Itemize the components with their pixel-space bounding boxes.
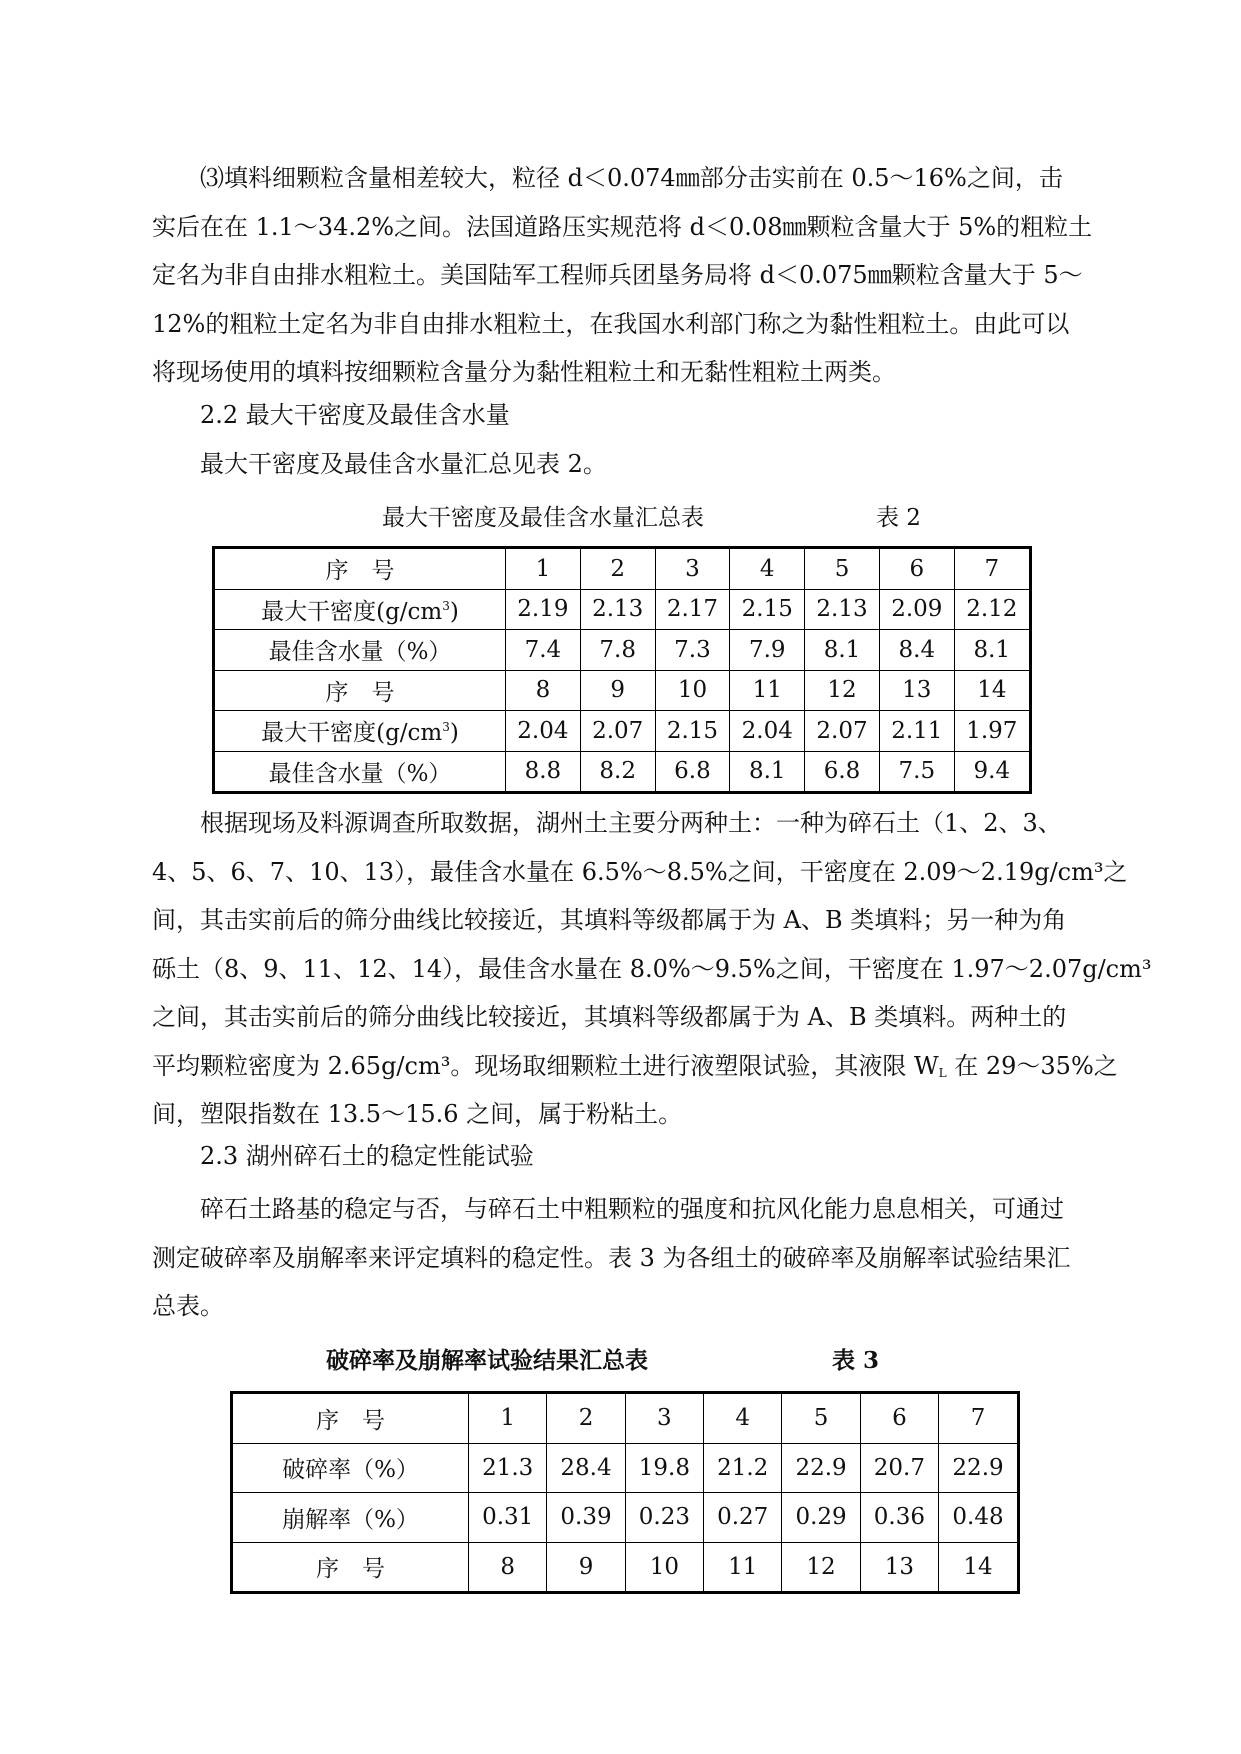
cell: 3 <box>655 548 730 590</box>
table-row <box>214 548 1031 590</box>
row-label-seq: 序 号 <box>232 1542 469 1593</box>
cell: 9 <box>580 670 655 711</box>
text-line: 间，塑限指数在 13.5～15.6 之间，属于粉粘土。 <box>152 1100 683 1128</box>
table-row <box>214 711 1031 752</box>
cell: 1 <box>469 1393 547 1444</box>
cell: 13 <box>860 1542 938 1593</box>
cell: 2.04 <box>730 711 805 752</box>
cell: 6.8 <box>655 751 730 793</box>
cell: 0.39 <box>547 1493 625 1543</box>
section-heading-2-2: 2.2 最大干密度及最佳含水量 <box>200 401 510 429</box>
text-line: 定名为非自由排水粗粒土。美国陆军工程师兵团垦务局将 d＜0.075㎜颗粒含量大于 5～ <box>152 261 1083 289</box>
cell: 8 <box>469 1542 547 1593</box>
cell: 1 <box>506 548 581 590</box>
text-line: 间，其击实前后的筛分曲线比较接近，其填料等级都属于为 A、B 类填料；另一种为角 <box>152 906 1067 934</box>
cell: 5 <box>782 1393 860 1444</box>
row-label-water: 最佳含水量（%） <box>214 630 506 671</box>
cell: 28.4 <box>547 1443 625 1493</box>
cell: 8.1 <box>805 630 880 671</box>
cell: 2.07 <box>580 711 655 752</box>
density-label-text: 最大干密度(g/cm <box>261 598 443 625</box>
text-line: ⑶填料细颗粒含量相差较大，粒径 d＜0.074㎜部分击实前在 0.5～16%之间，击 <box>200 164 1063 192</box>
cell: 6 <box>879 548 954 590</box>
density-unit-sup: 3 <box>442 598 450 613</box>
cell: 7.3 <box>655 630 730 671</box>
cell: 7 <box>939 1393 1019 1444</box>
cell: 0.31 <box>469 1493 547 1543</box>
table3-caption: 破碎率及崩解率试验结果汇总表 <box>326 1347 648 1374</box>
cell: 2.12 <box>954 589 1030 630</box>
text-segment: 在 29～35%之 <box>946 1051 1118 1080</box>
row-label-seq: 序 号 <box>232 1393 469 1444</box>
cell: 2.17 <box>655 589 730 630</box>
cell: 7.5 <box>879 751 954 793</box>
cell: 11 <box>704 1542 782 1593</box>
text-line: 4、5、6、7、10、13），最佳含水量在 6.5%～8.5%之间，干密度在 2.09～2.19g/cm³之 <box>152 857 1128 886</box>
cell: 14 <box>954 670 1030 711</box>
cell: 22.9 <box>939 1443 1019 1493</box>
table-row <box>232 1493 1019 1543</box>
table-row <box>214 630 1031 671</box>
row-label-water: 最佳含水量（%） <box>214 751 506 793</box>
text-line: 碎石土路基的稳定与否，与碎石土中粗颗粒的强度和抗风化能力息息相关，可通过 <box>200 1195 1064 1223</box>
row-label-density <box>214 589 506 630</box>
text-line: 实后在在 1.1～34.2%之间。法国道路压实规范将 d＜0.08㎜颗粒含量大于 5%的粗粒土 <box>152 212 1093 241</box>
row-label-disintegration: 崩解率（%） <box>232 1493 469 1543</box>
text-line: 将现场使用的填料按细颗粒含量分为黏性粗粒土和无黏性粗粒土两类。 <box>152 358 896 386</box>
table2-max-dry-density <box>212 546 1032 794</box>
table3-number: 表 3 <box>832 1347 880 1374</box>
cell: 8.1 <box>954 630 1030 671</box>
cell: 9.4 <box>954 751 1030 793</box>
cell: 0.36 <box>860 1493 938 1543</box>
paragraph-stability <box>152 1185 1092 1331</box>
cell: 8 <box>506 670 581 711</box>
cell: 5 <box>805 548 880 590</box>
cell: 0.27 <box>704 1493 782 1543</box>
cell: 8.8 <box>506 751 581 793</box>
cell: 11 <box>730 670 805 711</box>
cell: 21.2 <box>704 1443 782 1493</box>
cell: 2 <box>547 1393 625 1444</box>
cell: 2.19 <box>506 589 581 630</box>
paragraph-fine-particle-content <box>152 154 1092 397</box>
cell: 2 <box>580 548 655 590</box>
table-row <box>232 1393 1019 1444</box>
cell: 8.1 <box>730 751 805 793</box>
table-row <box>214 589 1031 630</box>
table2-number: 表 2 <box>876 505 921 531</box>
cell: 0.48 <box>939 1493 1019 1543</box>
row-label-density <box>214 711 506 752</box>
text-line: 测定破碎率及崩解率来评定填料的稳定性。表 3 为各组土的破碎率及崩解率试验结果汇 <box>152 1243 1071 1272</box>
cell: 2.13 <box>580 589 655 630</box>
cell: 8.2 <box>580 751 655 793</box>
cell: 2.15 <box>730 589 805 630</box>
text-line: 根据现场及料源调查所取数据，湖州土主要分两种土：一种为碎石土（1、2、3、 <box>200 809 1062 837</box>
text-line: 之间，其击实前后的筛分曲线比较接近，其填料等级都属于为 A、B 类填料。两种土的 <box>152 1003 1067 1031</box>
row-label-seq: 序 号 <box>214 548 506 590</box>
density-label-close: ) <box>449 720 459 747</box>
text-line <box>152 1042 1118 1091</box>
cell: 6.8 <box>805 751 880 793</box>
table3-breakage-disintegration <box>230 1391 1020 1594</box>
density-label-close: ) <box>449 598 459 625</box>
cell: 7.9 <box>730 630 805 671</box>
cell: 2.04 <box>506 711 581 752</box>
cell: 7 <box>954 548 1030 590</box>
cell: 10 <box>655 670 730 711</box>
cell: 12 <box>782 1542 860 1593</box>
table-row <box>214 670 1031 711</box>
row-label-breakage: 破碎率（%） <box>232 1443 469 1493</box>
text-line: 砾土（8、9、11、12、14），最佳含水量在 8.0%～9.5%之间，干密度在 1.97～2.07g/cm³ <box>152 954 1152 983</box>
cell: 9 <box>547 1542 625 1593</box>
cell: 4 <box>704 1393 782 1444</box>
cell: 2.11 <box>879 711 954 752</box>
cell: 20.7 <box>860 1443 938 1493</box>
cell: 10 <box>625 1542 703 1593</box>
cell: 7.4 <box>506 630 581 671</box>
text-line: 12%的粗粒土定名为非自由排水粗粒土，在我国水利部门称之为黏性粗粒土。由此可以 <box>152 309 1070 338</box>
cell: 2.13 <box>805 589 880 630</box>
table2-caption: 最大干密度及最佳含水量汇总表 <box>382 505 704 531</box>
cell: 4 <box>730 548 805 590</box>
cell: 2.09 <box>879 589 954 630</box>
text-line: 总表。 <box>152 1292 224 1320</box>
cell: 22.9 <box>782 1443 860 1493</box>
table-row <box>232 1542 1019 1593</box>
cell: 13 <box>879 670 954 711</box>
section-intro-2-2: 最大干密度及最佳含水量汇总见表 2。 <box>200 450 607 478</box>
cell: 14 <box>939 1542 1019 1593</box>
cell: 6 <box>860 1393 938 1444</box>
row-label-seq: 序 号 <box>214 670 506 711</box>
cell: 8.4 <box>879 630 954 671</box>
density-unit-sup: 3 <box>442 720 450 735</box>
table-row <box>214 751 1031 793</box>
density-label-text: 最大干密度(g/cm <box>261 720 443 747</box>
cell: 0.23 <box>625 1493 703 1543</box>
cell: 2.15 <box>655 711 730 752</box>
cell: 0.29 <box>782 1493 860 1543</box>
cell: 3 <box>625 1393 703 1444</box>
cell: 12 <box>805 670 880 711</box>
liquid-limit-subscript: L <box>938 1065 947 1080</box>
cell: 19.8 <box>625 1443 703 1493</box>
table-row <box>232 1443 1019 1493</box>
cell: 21.3 <box>469 1443 547 1493</box>
text-segment: 平均颗粒密度为 2.65g/cm³。现场取细颗粒土进行液塑限试验，其液限 W <box>152 1051 939 1080</box>
cell: 7.8 <box>580 630 655 671</box>
cell: 2.07 <box>805 711 880 752</box>
cell: 1.97 <box>954 711 1030 752</box>
paragraph-soil-types <box>152 799 1152 1139</box>
section-heading-2-3: 2.3 湖州碎石土的稳定性能试验 <box>200 1142 534 1170</box>
